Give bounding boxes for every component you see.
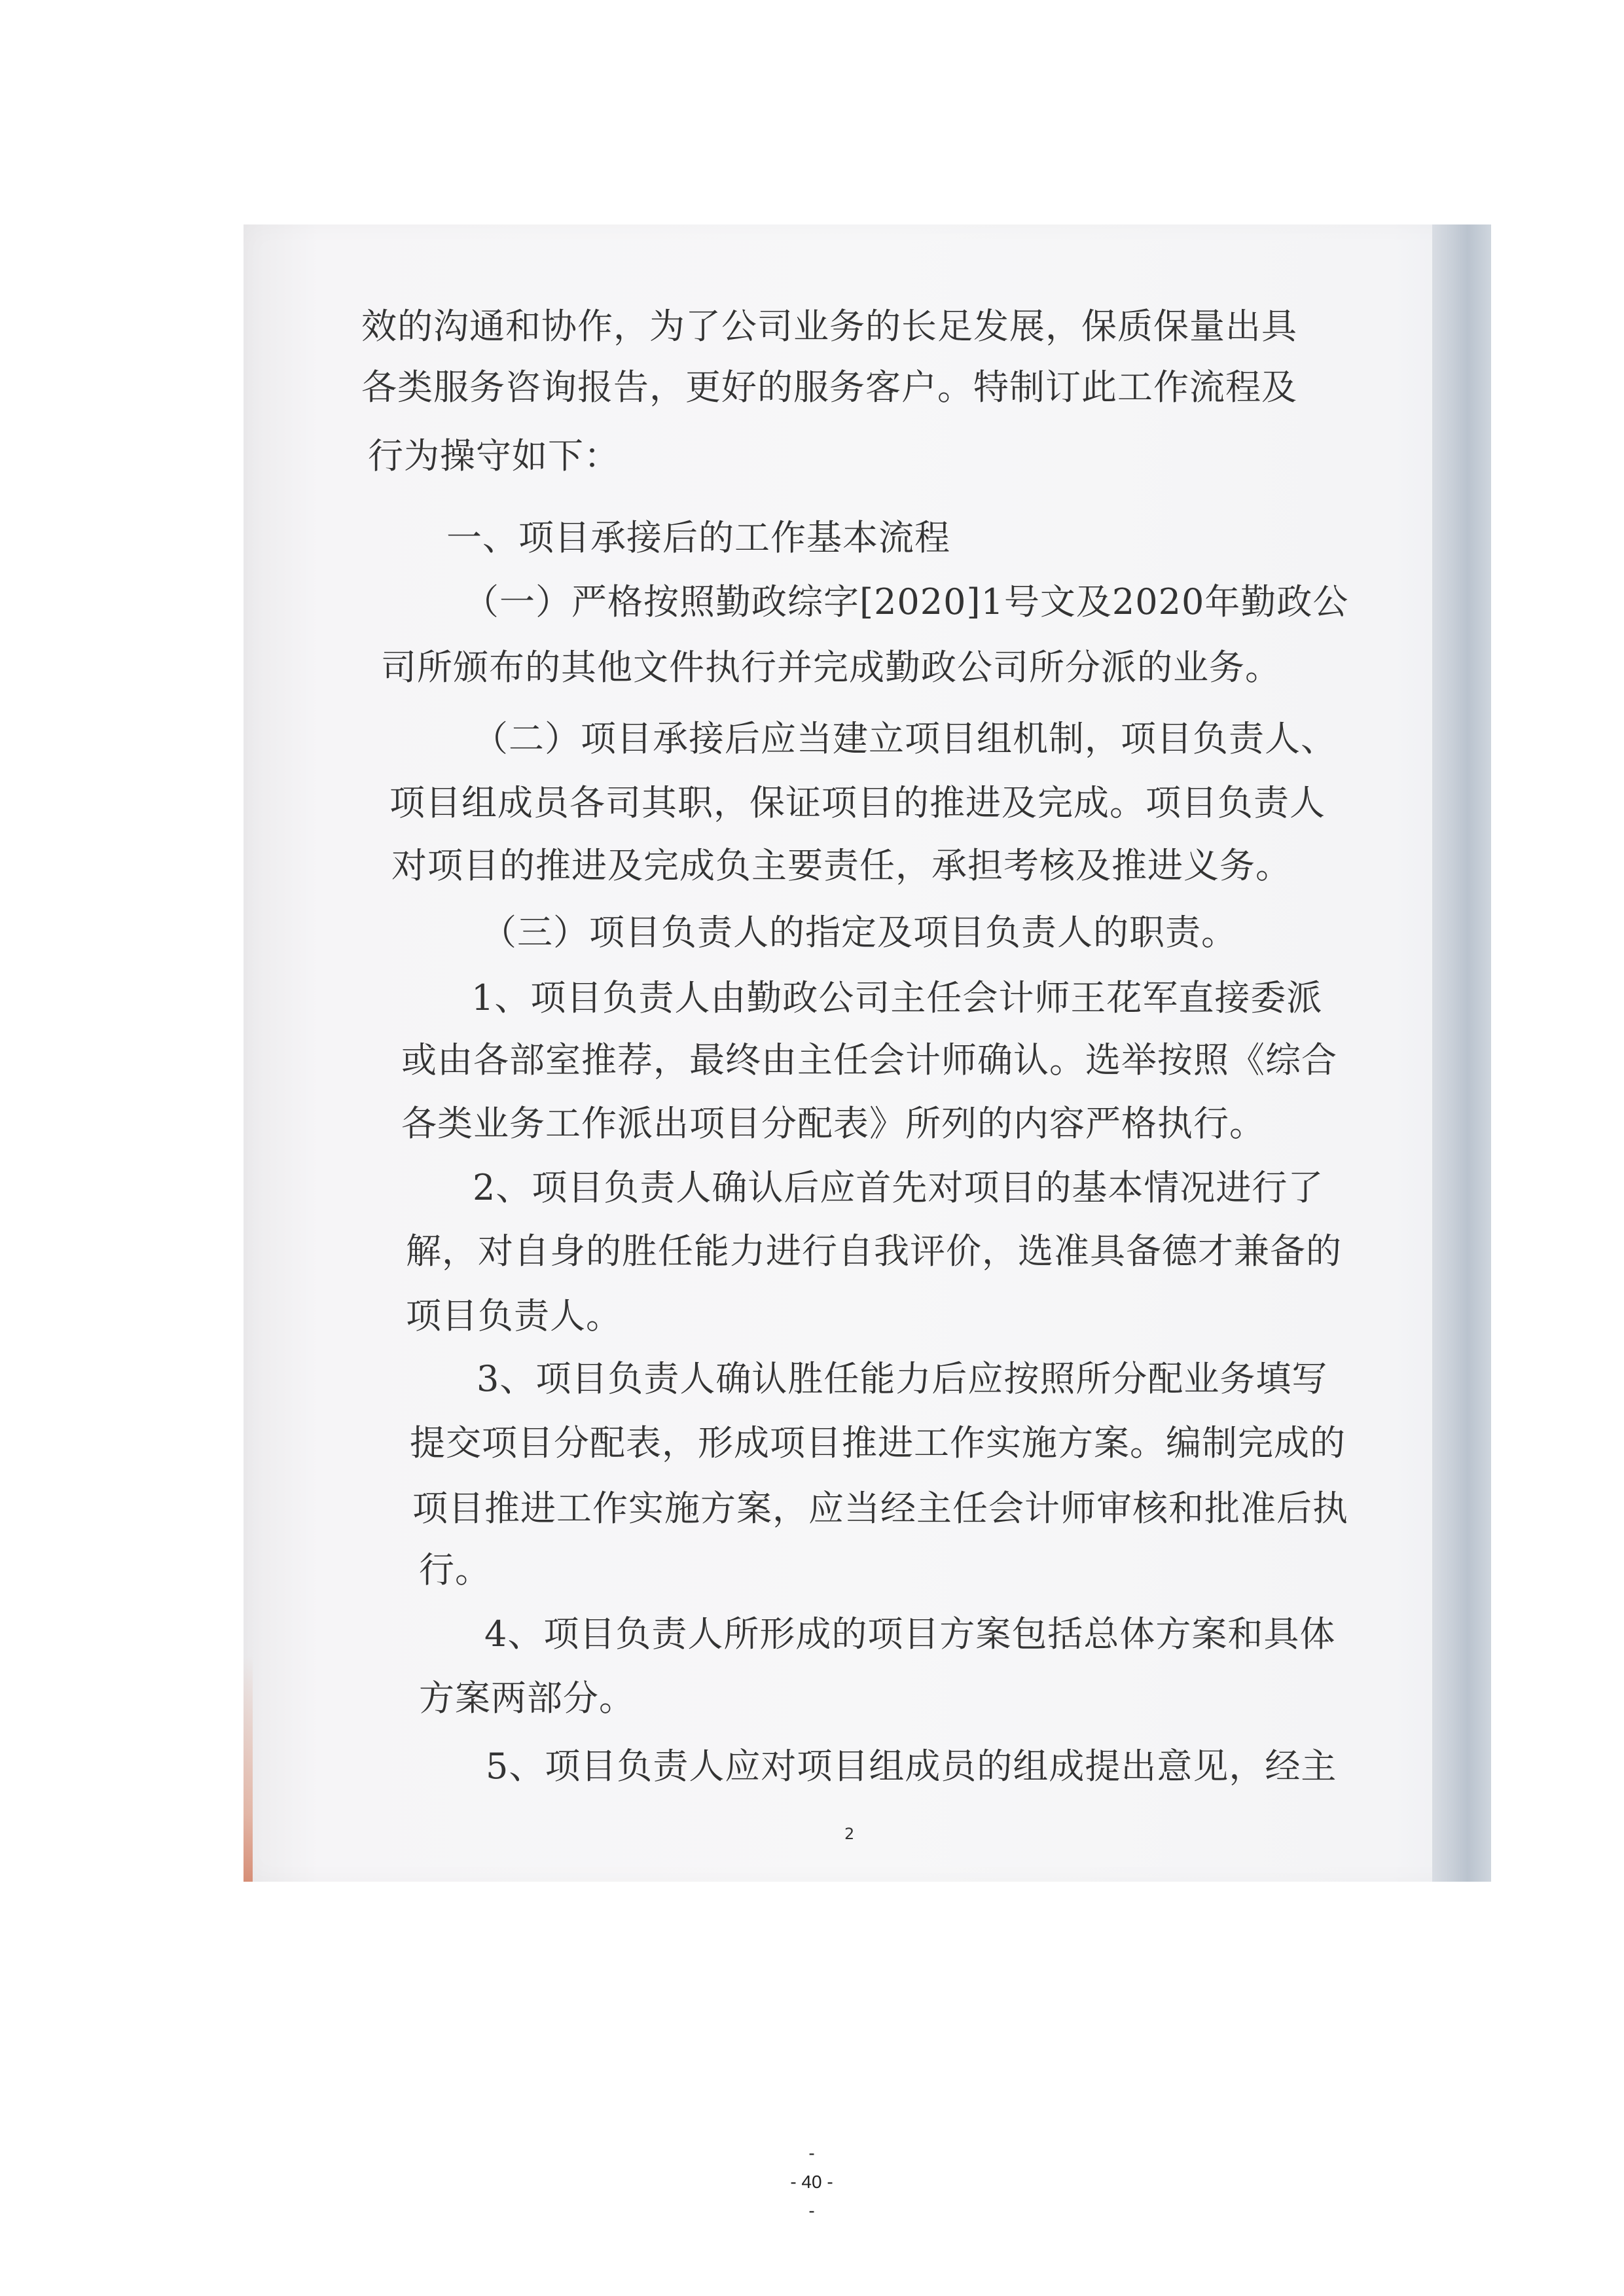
- text-line: 效的沟通和协作，为了公司业务的长足发展，保质保量出具: [361, 306, 1297, 347]
- scan-page-number: 2: [844, 1825, 855, 1843]
- section-heading: 一、项目承接后的工作基本流程: [446, 517, 950, 558]
- text-line: 提交项目分配表，形成项目推进工作实施方案。编制完成的: [410, 1422, 1346, 1463]
- text-line: （三）项目负责人的指定及项目负责人的职责。: [481, 912, 1237, 953]
- footer-dash-top: -: [808, 2143, 815, 2163]
- text-line: 4、项目负责人所形成的项目方案包括总体方案和具体: [484, 1613, 1336, 1655]
- text-line: 方案两部分。: [419, 1677, 635, 1719]
- text-line: 各类服务咨询报告，更好的服务客户。特制订此工作流程及: [361, 367, 1297, 408]
- text-line: 3、项目负责人确认胜任能力后应按照所分配业务填写: [477, 1358, 1328, 1399]
- text-line: （一）严格按照勤政综字[2020]1号文及2020年勤政公: [463, 581, 1349, 622]
- text-line: 项目组成员各司其职，保证项目的推进及完成。项目负责人: [389, 782, 1326, 823]
- text-line: 或由各部室推荐，最终由主任会计师确认。选举按照《综合: [401, 1039, 1337, 1081]
- text-line: 1、项目负责人由勤政公司主任会计师王花军直接委派: [471, 977, 1323, 1018]
- text-line: 项目推进工作实施方案，应当经主任会计师审核和批准后执: [412, 1488, 1348, 1529]
- text-line: 对项目的推进及完成负主要责任，承担考核及推进义务。: [391, 845, 1291, 886]
- footer-dash-bottom: -: [808, 2200, 815, 2221]
- page-footer: [746, 2139, 877, 2225]
- text-line: （二）项目承接后应当建立项目组机制，项目负责人、: [473, 718, 1337, 759]
- text-line: 行。: [419, 1549, 491, 1590]
- text-line: 解，对自身的胜任能力进行自我评价，选准具备德才兼备的: [406, 1230, 1342, 1272]
- text-line: 行为操守如下：: [368, 435, 620, 476]
- text-line: 项目负责人。: [406, 1295, 622, 1336]
- footer-page-number: - 40 -: [790, 2172, 833, 2192]
- text-line: 司所颁布的其他文件执行并完成勤政公司所分派的业务。: [381, 647, 1281, 688]
- text-line: 各类业务工作派出项目分配表》所列的内容严格执行。: [401, 1103, 1265, 1144]
- text-line: 2、项目负责人确认后应首先对项目的基本情况进行了: [473, 1167, 1324, 1208]
- text-line: 5、项目负责人应对项目组成员的组成提出意见，经主: [486, 1746, 1337, 1787]
